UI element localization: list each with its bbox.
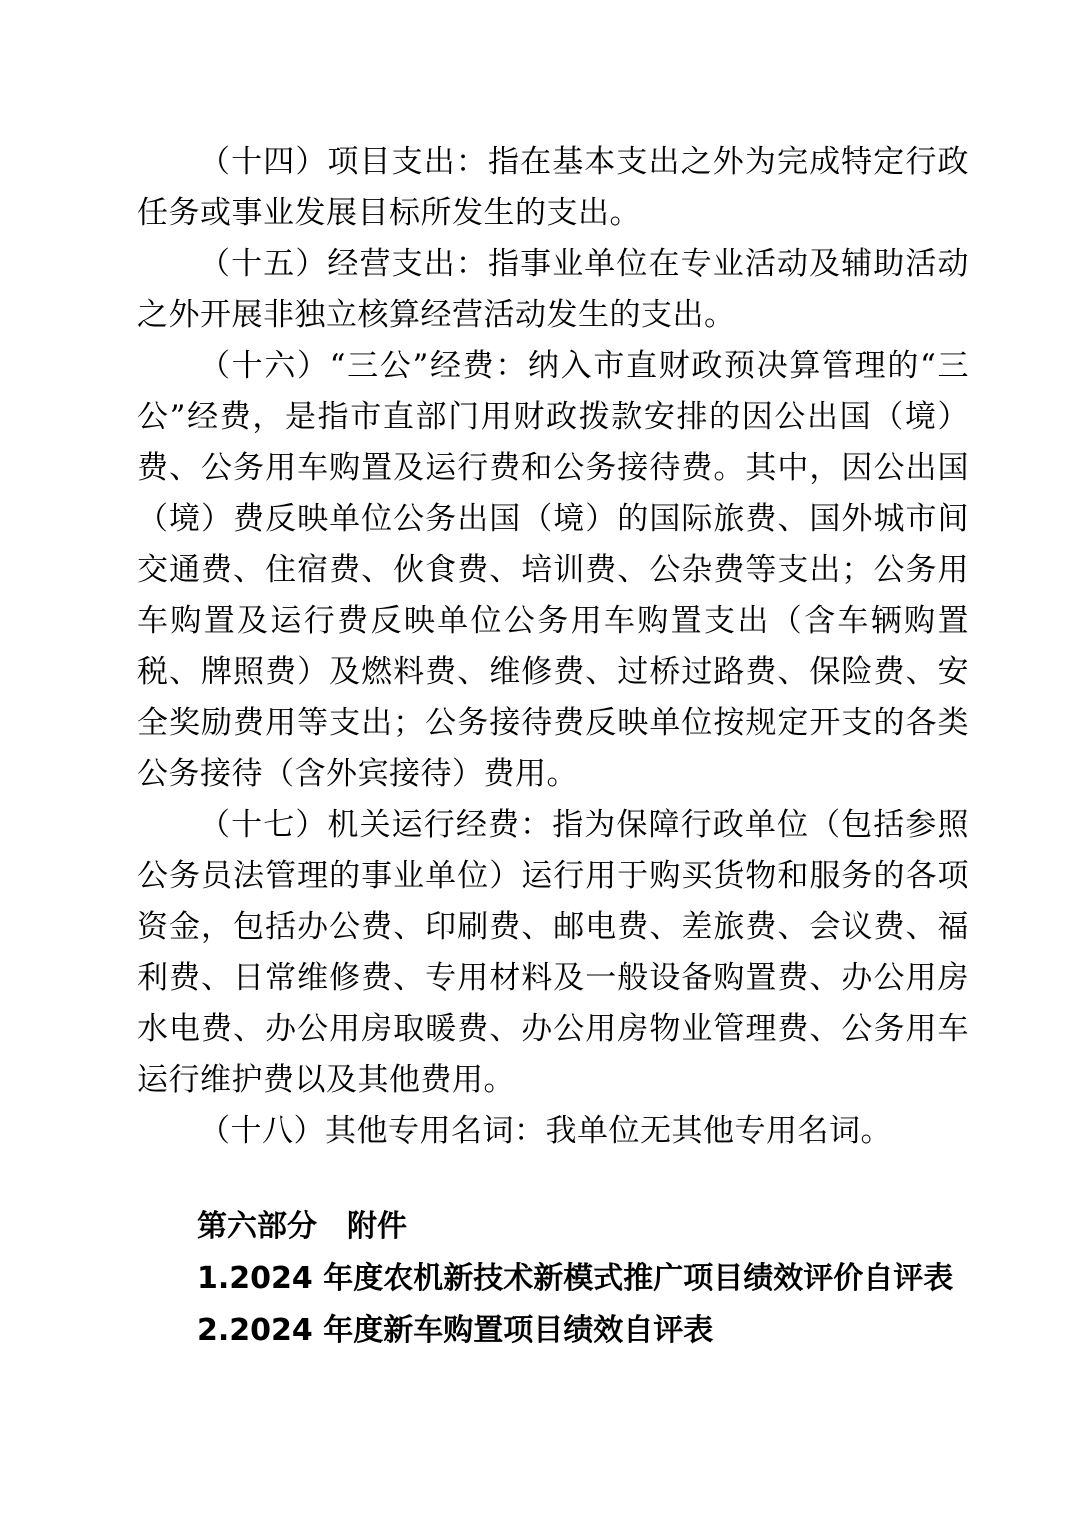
paragraph-item-14: （十四）项目支出：指在基本支出之外为完成特定行政任务或事业发展目标所发生的支出。 [137, 144, 969, 231]
paragraph-item-15: （十五）经营支出：指事业单位在专业活动及辅助活动之外开展非独立核算经营活动发生的支出。 [137, 246, 969, 333]
paragraph-item-17: （十七）机关运行经费：指为保障行政单位（包括参照公务员法管理的事业单位）运行用于购买货物和服务的各项资金，包括办公费、印刷费、邮电费、差旅费、会议费、福利费、日常维修费、专用材料及一般设备购置费、办公用房水电费、办公用房取暖费、办公用房物业管理费、公务用车运行维护费以及其他费用。 [137, 807, 969, 1098]
section-heading-part-six: 第六部分 附件 [197, 1209, 407, 1244]
attachment-item-1: 1.2024 年度农机新技术新模式推广项目绩效评价自评表 [197, 1261, 954, 1296]
paragraph-item-18: （十八）其他专用名词：我单位无其他专用名词。 [199, 1113, 892, 1149]
paragraph-item-16: （十六）“三公”经费：纳入市直财政预决算管理的“三公”经费，是指市直部门用财政拨款安排的因公出国（境）费、公务用车购置及运行费和公务接待费。其中，因公出国（境）费反映单位公务出国（境）的国际旅费、国外城市间交通费、住宿费、伙食费、培训费、公杂费等支出；公务用车购置及运行费反映单位公务用车购置支出（含车辆购置税、牌照费）及燃料费、维修费、过桥过路费、保险费、安全奖励费用等支出；公务接待费反映单位按规定开支的各类公务接待（含外宾接待）费用。 [137, 348, 969, 792]
attachment-item-2: 2.2024 年度新车购置项目绩效自评表 [197, 1313, 714, 1348]
